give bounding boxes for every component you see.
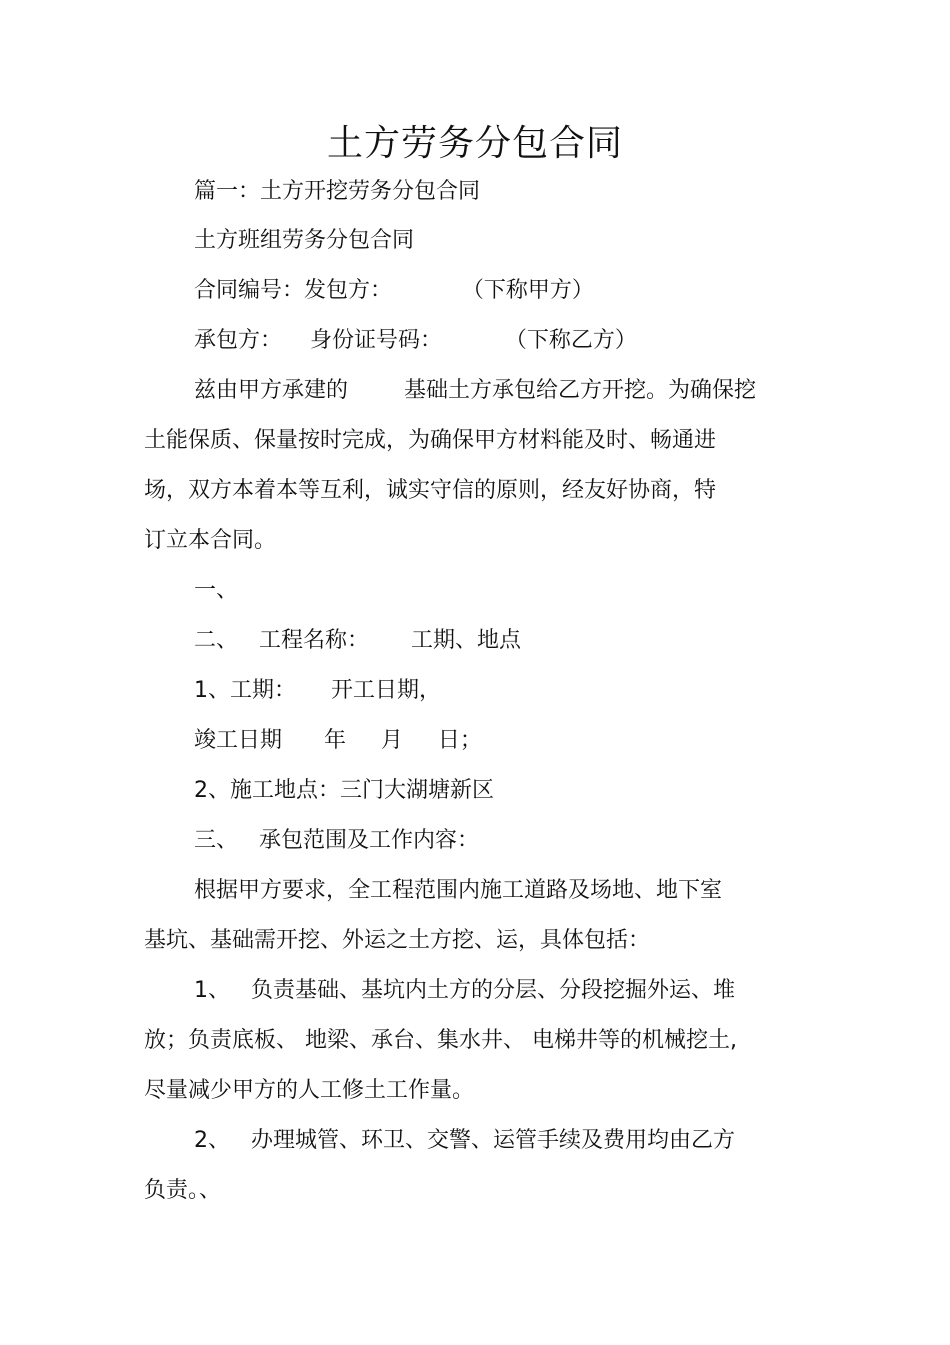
- text-line: 1、 负责基础、基坑内土方的分层、分段挖掘外运、堆: [194, 978, 735, 1003]
- text-line: 土方班组劳务分包合同: [194, 228, 415, 253]
- text-line: 负责。、: [144, 1178, 222, 1203]
- text-line: 二、 工程名称： 工期、地点: [194, 628, 521, 653]
- text-line: 承包方： 身份证号码： （下称乙方）: [194, 328, 637, 353]
- text-line: 2、施工地点：三门大湖塘新区: [194, 778, 494, 803]
- text-line: 三、 承包范围及工作内容：: [194, 828, 479, 853]
- text-line: 根据甲方要求，全工程范围内施工道路及场地、地下室: [194, 878, 723, 903]
- text-line: 兹由甲方承建的 基础土方承包给乙方开挖。为确保挖: [194, 378, 756, 403]
- text-line: 土能保质、保量按时完成，为确保甲方材料能及时、畅通进: [144, 428, 717, 453]
- text-line: 场，双方本着本等互利，诚实守信的原则，经友好协商，特: [144, 478, 717, 503]
- text-line: 合同编号：发包方： （下称甲方）: [194, 278, 594, 303]
- text-line: 一、: [194, 578, 239, 603]
- text-line: 基坑、基础需开挖、外运之土方挖、运，具体包括：: [144, 928, 651, 953]
- text-line: 放；负责底板、 地梁、承台、集水井、 电梯井等的机械挖土,: [144, 1028, 737, 1053]
- text-line: 1、工期： 开工日期，: [194, 678, 441, 703]
- document-title: 土方劳务分包合同: [326, 123, 623, 164]
- text-line: 竣工日期 年 月 日；: [194, 728, 482, 753]
- text-line: 尽量减少甲方的人工修土工作量。: [144, 1078, 475, 1103]
- text-line: 订立本合同。: [144, 528, 277, 553]
- text-line: 篇一：土方开挖劳务分包合同: [194, 179, 481, 204]
- text-line: 2、 办理城管、环卫、交警、运管手续及费用均由乙方: [194, 1128, 735, 1153]
